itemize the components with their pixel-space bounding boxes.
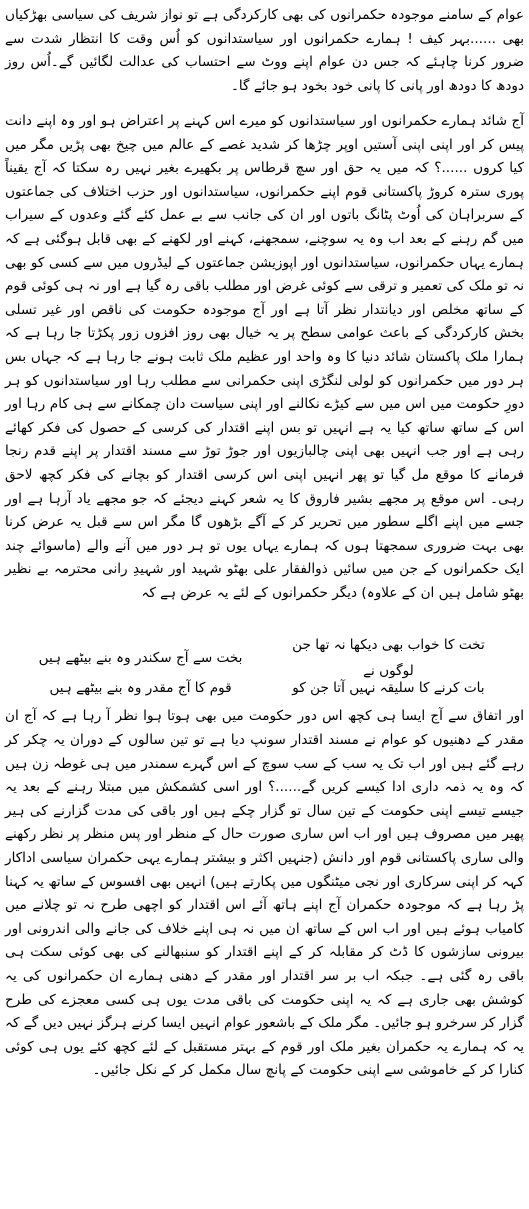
verse-line-2-first: بات کرنے کا سلیقہ نہیں آتا جن کو <box>292 680 485 697</box>
verse-couplet-1 <box>35 637 494 680</box>
verse-couplet-2 <box>35 673 494 703</box>
article-paragraph-conclusion: اور اتفاق سے آج ایسا ہی کچھ اس دور حکومت میں بھی ہوتا ہوا نظر آ رہا ہے کہ آج ان مقدر کے دھنیوں کو عوام نے مسند اقتدار سونپ دیا ہے تو تین سالوں کے دوران یہ چکر کر رہے گئے ہیں اور اب تک یہ سب کے سب سوچ کے اس گہرے سمندر میں ہی غوطہ زن ہیں کہ وہ یہ ذمہ داری ادا کیسے کریں گے......؟ اور اسی کشمکش میں مبتلا رہنے کے بعد یہ جیسے تیسے اپنی حکومت کے تین سال تو گزار چکے ہیں اور باقی کی مدت گزارنے کی ہیر پھیر میں مصروف ہیں اور اب اس ساری صورت حال کے منظر اور پس منظر پر نظر رکھنے والی ساری پاکستانی قوم اور دانش (جنہیں اکثر و بیشتر ہمارے یہی حکمران سیاسی اداکار کہہ کر اپنی سرکاری اور نجی میٹنگوں میں پکارتے ہیں) انہیں بھی افسوس کے ساتھ یہ کہنا پڑ رہا ہے کہ موجودہ حکمران آج اپنے ہاتھ آئے اس اقتدار کو اچھی طرح نہ تو چلانے میں کامیاب ہوئے ہیں اور اب اس کے ساتھ ان میں نہ ہی اپنے خلاف کی جانے والی اندرونی اور بیرونی سازشوں کا ڈٹ کر مقابلہ کر کے اپنے اقتدار کو سنبھالنے کی بھی کوئی سکت ہی باقی رہ گئی ہے۔ جبکہ اب بر سر اقتدار اور مقدر کے دھنی ہمارے ان حکمرانوں کی یہ کوشش بھی جاری ہے کہ یہ اپنی حکومت کی باقی مدت یوں ہی کسی معجزے کی طرح گزار کر سرخرو ہو جائیں۔ مگر ملک کے باشعور عوام انہیں ایسا کرنے ہرگز نہیں دیں گے کہ یہ کہ ہمارے یہ حکمران بغیر ملک اور قوم کے بہتر مستقبل کے لئے کچھ کئے یوں ہی کوئی کنارا کر کے خاموشی سے اپنی حکومت کے پانچ سال مکمل کر کے نکل جائیں۔ <box>5 708 524 1079</box>
article-paragraph-main: آج شائد ہمارے حکمرانوں اور سیاستدانوں کو میرے اس کہنے پر اعتراض ہو اور وہ اپنے دانت پیس کر اور اپنی اپنی آستیں اوپر چڑھا کر شدید غصے کے عالم میں چیخ بھی پڑیں مگر میں کیا کروں ......؟ کہ میں یہ حق اور سچ قرطاس پر بکھیرے بغیر نہیں رہ سکتا کہ آج یقیناً پوری سترہ کروڑ پاکستانی قوم اپنے حکمرانوں، سیاستدانوں اور حزب اختلاف کی جماعتوں کے سربراہان کی اُوٹ پٹانگ باتوں اور ان کی جانب سے بے عمل کئے گئے وعدوں کے سیراب میں گم رہنے کے بعد اب وہ یہ سوچنے، سمجھنے، کہنے اور لکھنے کے بھی قابل ہوگئی ہے کہ ہمارے یہاں حکمرانوں، سیاستدانوں اور اپوزیشن جماعتوں کے لیڈروں میں سے کسی کو بھی نہ تو ملک کی تعمیر و ترقی سے کوئی غرض اور مطلب باقی رہ گیا ہے اور نہ ہی کوئی قوم کے ساتھ مخلص اور دیانتدار نظر آتا ہے اور آج موجودہ حکومت کی ناقص اور غیر تسلی بخش کارکردگی کے باعث عوامی سطح پر یہ خیال بھی روز افزوں زور پکڑتا جا رہا ہے کہ ہمارا ملک پاکستان شائد دنیا کا وہ واحد اور عظیم ملک ثابت ہونے جا رہا ہے کہ جہاں بس ہر دور میں حکمرانوں کو لولی لنگڑی اپنی حکمرانی سے مطلب رہا اور سیاستدانوں کو ہر دورِ حکومت میں اس میں سے کیڑے نکالنے اور اپنی سیاست دان چمکانے سے ہی کام رہا اور اس کے ساتھ ساتھ کیا یہ ہے انہیں تو بس اپنے اقتدار کی کرسی کے حصول کی فکر کھائے رہی ہے اور جب انہیں بھی اپنی چالبازیوں اور جوڑ توڑ سے مسند اقتدار پر اپنے قدم رنجا فرمانے کا موقع مل گیا تو پھر انہیں اپنی اس کرسی اقتدار کو بچانے کی فکر کچھ لاحق رہی۔ اس موقع پر مجھے بشیر فاروق کا یہ شعر کہنے دیجئے کہ جو مجھے یاد آرہا ہے اور جسے میں اپنے اگلے سطور میں تحریر کر کے آگے بڑھوں گا مگر اس سے قبل یہ عرض کرنا بھی بہت ضروری سمجھتا ہوں کہ ہمارے یہاں یوں تو ہر دور میں آنے والے (ماسوائے چند ایک حکمرانوں کے جن میں سائیں ذوالفقار علی بھٹو شہید اور شہیدِ رانی محترمہ بے نظیر بھٹو شامل ہیں ان کے علاوہ) دیگر حکمرانوں کے لئے یہ عرض ہے کہ <box>5 113 524 601</box>
poetry-verse <box>35 637 494 703</box>
verse-line-2-second: قوم کا آج مقدر وہ بنے بیٹھے ہیں <box>49 680 232 697</box>
verse-line-1-second: بخت سے آج سکندر وہ بنے بیٹھے ہیں <box>38 650 243 667</box>
article-paragraph-intro: عوام کے سامنے موجودہ حکمرانوں کی بھی کارکردگی ہے تو نواز شریف کی سیاسی بھڑکیاں بھی ......بہر کیف ! ہمارے حکمرانوں اور سیاستدانوں کو اُس وقت کا انتظار شدت سے ضرور کرنا چاہئے کہ جس دن عوام اپنے ووٹ سے احتساب کی عدالت لگائیں گے۔اُس روز دودھ کا دودھ اور پانی کا پانی خود بخود ہو جائے گا۔ <box>5 7 524 94</box>
verse-line-1-first: تخت کا خواب بھی دیکھا نہ تھا جن لوگوں نے <box>292 637 485 680</box>
